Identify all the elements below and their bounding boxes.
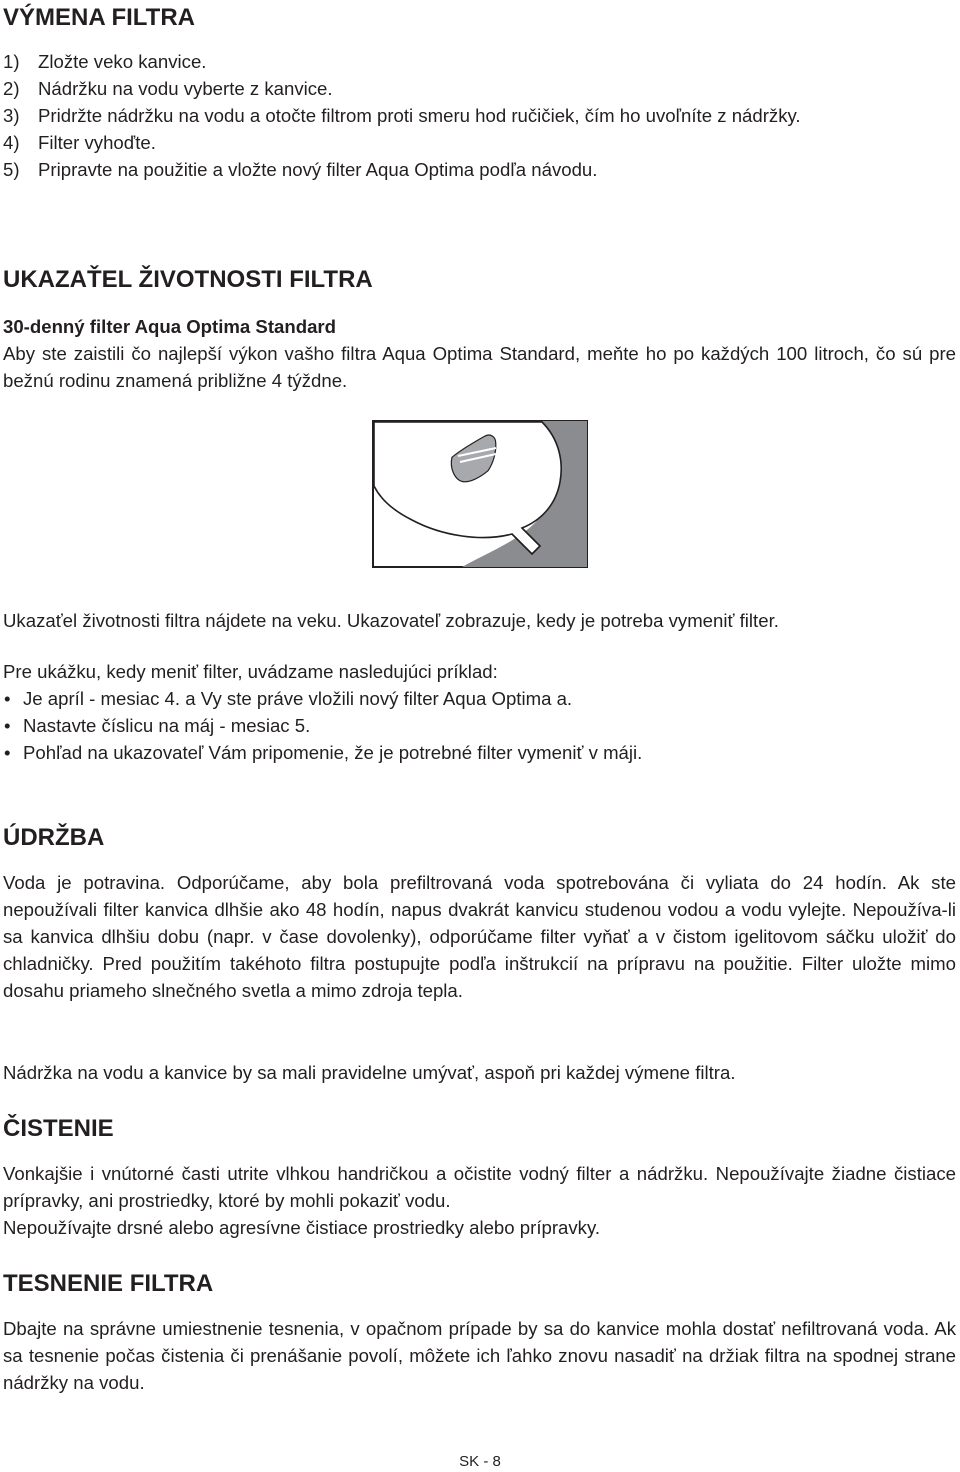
lid-indicator-illustration <box>372 420 588 568</box>
step-number: 3) <box>3 105 20 126</box>
cleaning-paragraph-2: Nepoužívajte drsné alebo agresívne čistiace prostriedky alebo prípravky. <box>3 1217 601 1238</box>
indicator-location-note: Ukazaťel životnosti filtra nájdete na veku. Ukazovateľ zobrazuje, kedy je potreba vymeniť filter. <box>3 610 779 631</box>
step-item <box>3 156 957 183</box>
section-cleaning <box>3 1115 956 1143</box>
replacement-steps <box>3 48 957 183</box>
step-number: 4) <box>3 132 20 153</box>
section-maintenance <box>3 824 956 852</box>
bullet-icon: • <box>4 742 11 763</box>
section-title-cleaning: ČISTENIE <box>3 1115 114 1142</box>
list-item: • Je apríl - mesiac 4. a Vy ste práve vložili nový filter Aqua Optima a. <box>3 685 956 712</box>
bullet-icon: • <box>4 715 11 736</box>
step-item <box>3 48 957 75</box>
step-text: Filter vyhoďte. <box>38 132 156 153</box>
cleaning-paragraph-1: Vonkajšie i vnútorné časti utrite vlhkou handričkou a očistite vodný filter a nádržku. Nepoužívajte žiadne čistiace prípravky, ani prostriedky, ktoré by mohli pokaziť vodu. <box>3 1163 956 1211</box>
indicator-example-list <box>3 685 956 766</box>
step-number: 5) <box>3 159 20 180</box>
list-item: • Nastavte číslicu na máj - mesiac 5. <box>3 712 956 739</box>
section-title-replacement: VÝMENA FILTRA <box>3 4 195 31</box>
section-filter-seal <box>3 1270 956 1298</box>
maintenance-paragraph-1: Voda je potravina. Odporúčame, aby bola prefiltrovaná voda spotrebována či vyliata do 24 hodín. Ak ste nepoužívali filter kanvica dlhšie ako 48 hodín, napus dvakrát kanvicu studenou vodou a vodu vylejte. Nepoužíva-li sa kanvica dlhšiu dobu (napr. v čase dovolenky), odporúčame filter vyňať a v čistom igelitovom sáčku uložiť do chladničky. Pred použitím takéhoto filtra postupujte podľa inštrukcií na prípravu na použitie. Filter uložte mimo dosahu priameho slnečného svetla a mimo zdroja tepla. <box>3 872 956 1001</box>
seal-paragraph: Dbajte na správne umiestnenie tesnenia, v opačnom prípade by sa do kanvice mohla dostať nefiltrovaná voda. Ak sa tesnenie počas čistenia či prenášanie povolí, môžete ich ľahko znovu nasadiť na držiak filtra na spodnej strane nádržky na vodu. <box>3 1318 956 1393</box>
step-number: 1) <box>3 51 20 72</box>
step-item <box>3 102 957 129</box>
section-filter-replacement <box>3 4 956 32</box>
section-title-indicator: UKAZAŤEL ŽIVOTNOSTI FILTRA <box>3 266 373 293</box>
step-text: Pripravte na použitie a vložte nový filter Aqua Optima podľa návodu. <box>38 159 598 180</box>
indicator-subtitle: 30-denný filter Aqua Optima Standard <box>3 316 337 337</box>
section-title-seal: TESNENIE FILTRA <box>3 1270 214 1297</box>
step-text: Zložte veko kanvice. <box>38 51 207 72</box>
bullet-icon: • <box>4 688 11 709</box>
section-lifespan-indicator <box>3 266 956 294</box>
section-title-maintenance: ÚDRŽBA <box>3 824 105 851</box>
step-text: Nádržku na vodu vyberte z kanvice. <box>38 78 333 99</box>
step-item <box>3 75 957 102</box>
list-item: • Pohľad na ukazovateľ Vám pripomenie, že je potrebné filter vymeniť v máji. <box>3 739 956 766</box>
step-number: 2) <box>3 78 20 99</box>
page-number: SK - 8 <box>459 1453 501 1470</box>
step-text: Pridržte nádržku na vodu a otočte filtrom proti smeru hod ručičiek, čím ho uvoľníte z nádržky. <box>38 105 801 126</box>
maintenance-paragraph-2: Nádržka na vodu a kanvice by sa mali pravidelne umývať, aspoň pri každej výmene filtra. <box>3 1062 736 1083</box>
indicator-intro: Aby ste zaistili čo najlepší výkon vašho filtra Aqua Optima Standard, meňte ho po každých 100 litroch, čo sú pre bežnú rodinu znamená približne 4 týždne. <box>3 343 956 391</box>
step-item <box>3 129 957 156</box>
indicator-example-intro: Pre ukážku, kedy meniť filter, uvádzame nasledujúci príklad: <box>3 661 498 682</box>
